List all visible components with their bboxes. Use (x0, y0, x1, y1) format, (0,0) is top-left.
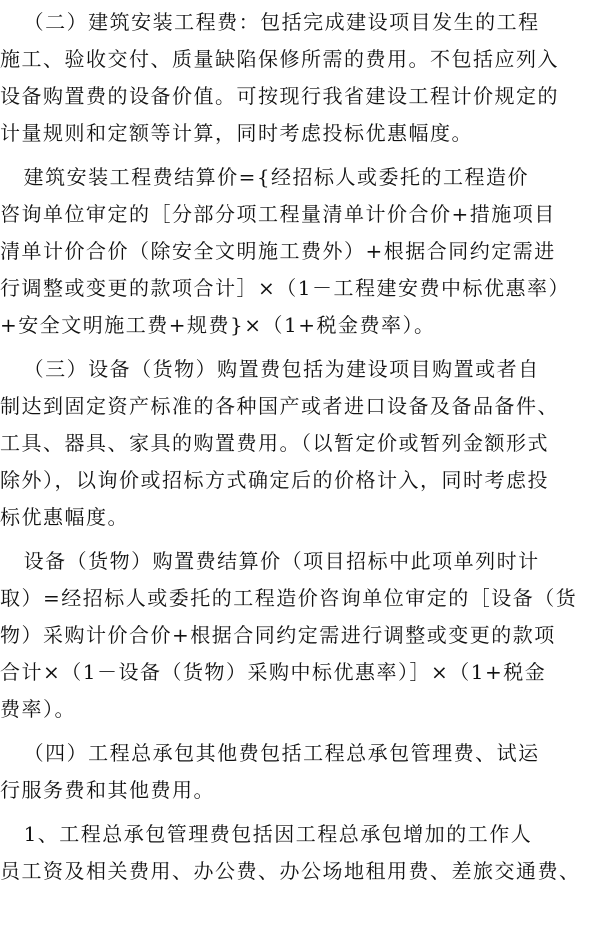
paragraph-line: 合计×（1－设备（货物）采购中标优惠率）］×（1+税金 (0, 660, 547, 684)
paragraph-line: 除外），以询价或招标方式确定后的价格计入，同时考虑投 (0, 468, 549, 492)
paragraph-line: 清单计价合价（除安全文明施工费外）+根据合同约定需进 (0, 239, 556, 263)
paragraph-line: 工具、器具、家具的购置费用。（以暂定价或暂列金额形式 (0, 431, 549, 455)
paragraph-line: 设备购置费的设备价值。可按现行我省建设工程计价规定的 (0, 84, 559, 108)
paragraph-line: 员工资及相关费用、办公费、办公场地租用费、差旅交通费、 (0, 859, 581, 883)
paragraph-line: 计量规则和定额等计算，同时考虑投标优惠幅度。 (0, 121, 473, 145)
paragraph-line: 设备（货物）购置费结算价（项目招标中此项单列时计 (0, 549, 540, 573)
paragraph-line: （三）设备（货物）购置费包括为建设项目购置或者自 (0, 357, 540, 381)
paragraph-line: 行服务费和其他费用。 (0, 778, 215, 802)
paragraph-line: +安全文明施工费+规费}×（1+税金费率）。 (0, 313, 436, 337)
paragraph-line: （二）建筑安装工程费：包括完成建设项目发生的工程 (0, 10, 540, 34)
paragraph-line: 建筑安装工程费结算价={经招标人或委托的工程造价 (0, 165, 530, 189)
paragraph-line: 行调整或变更的款项合计］×（1－工程建安费中标优惠率） (0, 276, 570, 300)
paragraph-line: 标优惠幅度。 (0, 505, 129, 529)
paragraph-line: 费率）。 (0, 697, 76, 721)
paragraph-line: 1、工程总承包管理费包括因工程总承包增加的工作人 (0, 822, 533, 846)
paragraph-line: （四）工程总承包其他费包括工程总承包管理费、试运 (0, 741, 540, 765)
paragraph-line: 制达到固定资产标准的各种国产或者进口设备及备品备件、 (0, 394, 559, 418)
paragraph-line: 施工、验收交付、质量缺陷保修所需的费用。不包括应列入 (0, 47, 559, 71)
paragraph-line: 取）=经招标人或委托的工程造价咨询单位审定的［设备（货 (0, 586, 578, 610)
paragraph-line: 咨询单位审定的［分部分项工程量清单计价合价+措施项目 (0, 202, 556, 226)
paragraph-line: 物）采购计价合价+根据合同约定需进行调整或变更的款项 (0, 623, 556, 647)
